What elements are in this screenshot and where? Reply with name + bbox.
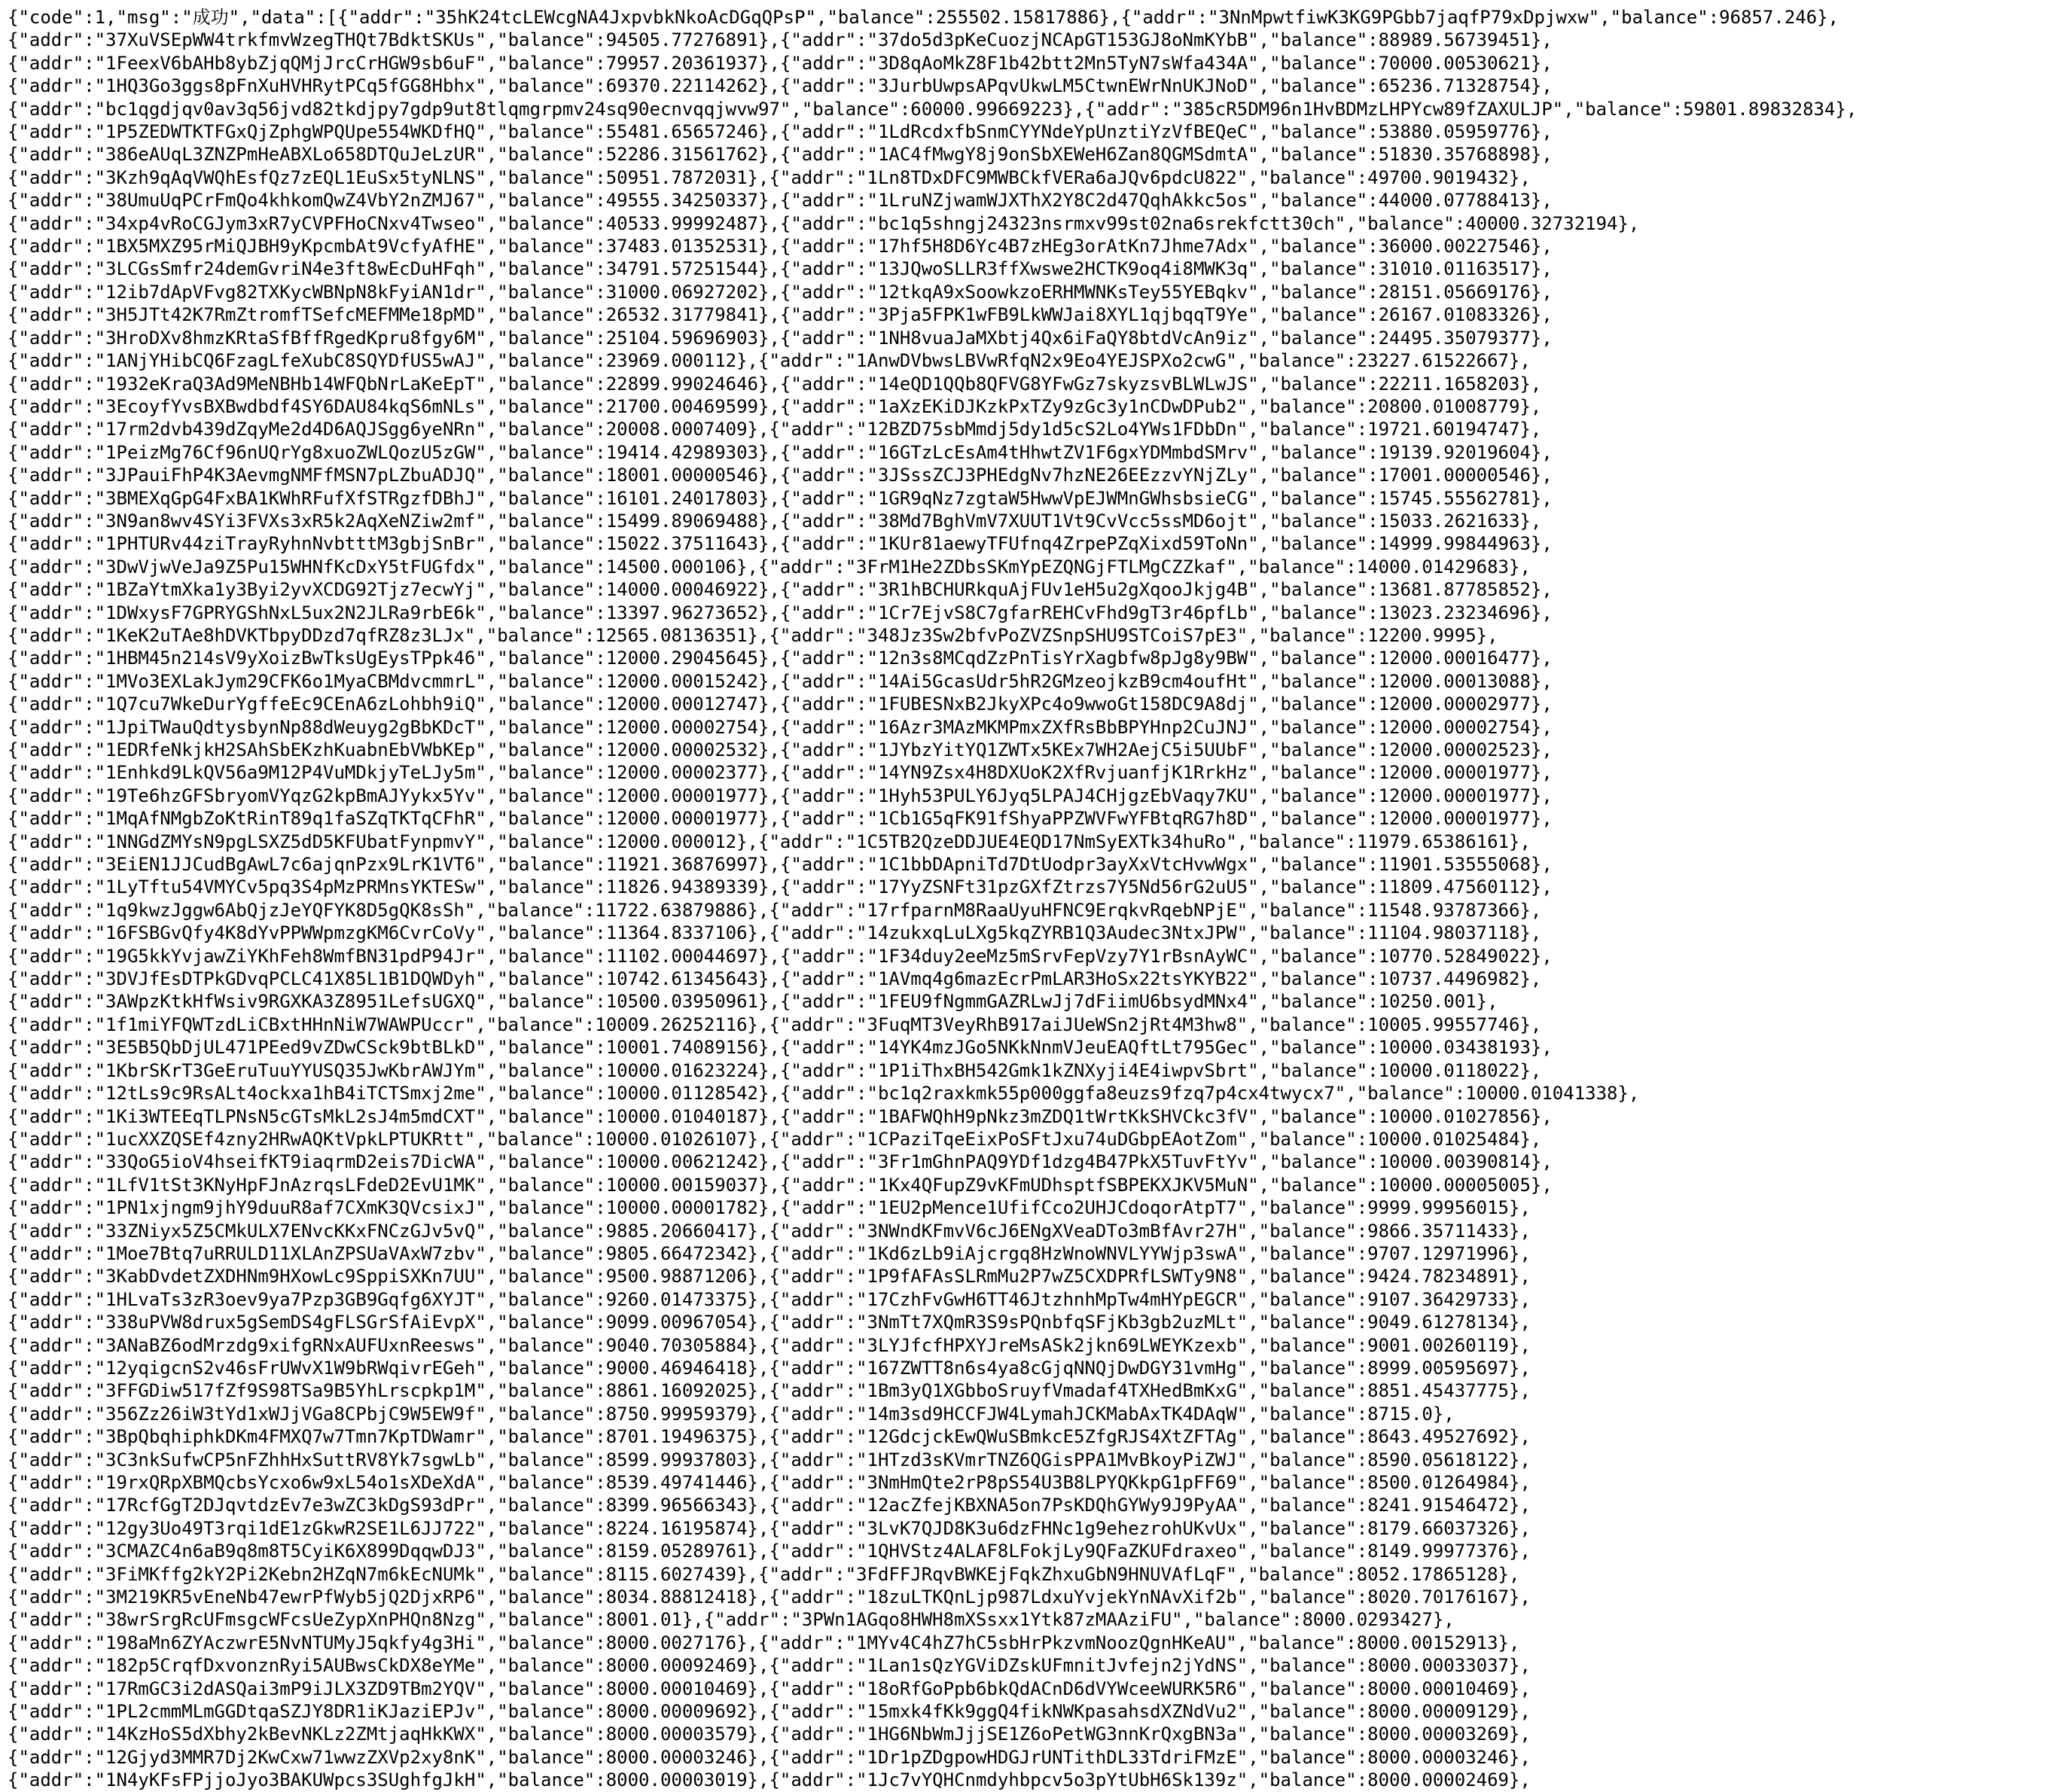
- json-text-line: {"addr":"3JPauiFhP4K3AevmgNMFfMSN7pLZbuADJQ","balance":18001.00000546},{"addr":"3JSssZCJ3PHEdgNv7hzNE26EEzzvYNjZLy","balance":17001.00000546},: [8, 465, 1553, 486]
- json-text-line: {"addr":"3H5JTt42K7RmZtromfTSefcMEFMMe18pMD","balance":26532.31779841},{"addr":"3Pja5FPK1wFB9LkWWJai8XYL1qjbqqT9Ye","balance":26167.01083326},: [8, 304, 1553, 326]
- json-text-line: {"addr":"1N4yKFsFPjjoJyo3BAKUWpcs3SUghfgJkH","balance":8000.00003019},{"addr":"1Jc7vYQHCnmdyhbpcv5o3pYtUbH6Sk139z","balance":8000.00002469},: [8, 1769, 1531, 1791]
- json-text-line: {"addr":"3FFGDiw517fZf9S98TSa9B5YhLrscpkp1M","balance":8861.16092025},{"addr":"1Bm3yQ1XGbboSruyfVmadaf4TXHedBmKxG","balance":8851.45437775},: [8, 1380, 1531, 1402]
- json-text-line: {"addr":"1Q7cu7WkeDurYgffeEc9CEnA6zLohbh9iQ","balance":12000.00012747},{"addr":"1FUBESNxB2JkyXPc4o9wwoGt158DC9A8dj","balance":12000.00002977},: [8, 693, 1553, 715]
- json-text-line: {"addr":"1LyTftu54VMYCv5pq3S4pMzPRMnsYKTESw","balance":11826.94389339},{"addr":"17YyZSNFt31pzGXfZtrzs7Y5Nd56rG2uU5","balance":11809.47560112},: [8, 876, 1553, 898]
- json-text-line: {"addr":"1FeexV6bAHb8ybZjqQMjJrcCrHGW9sb6uF","balance":79957.20361937},{"addr":"3D8qAoMkZ8F1b42btt2Mn5TyN7sWfa434A","balance":70000.00530621},: [8, 52, 1553, 74]
- json-text-line: {"addr":"1P5ZEDWTKTFGxQjZphgWPQUpe554WKDfHQ","balance":55481.65657246},{"addr":"1LdRcdxfbSnmCYYNdeYpUnztiYzVfBEQeC","balance":53880.05959776},: [8, 121, 1553, 143]
- json-text-line: {"addr":"3E5B5QbDjUL471PEed9vZDwCSck9btBLkD","balance":10001.74089156},{"addr":"14YK4mzJGo5NKkNnmVJeuEAQftLt795Gec","balance":10000.03438193},: [8, 1037, 1553, 1059]
- json-text-line: {"addr":"3FiMKffg2kY2Pi2Kebn2HZqN7m6kEcNUMk","balance":8115.6027439},{"addr":"3FdFFJRqvBWKEjFqkZhxuGbN9HNUVAfLqF","balance":8052.17865128},: [8, 1563, 1520, 1585]
- json-text-line: {"addr":"3CMAZC4n6aB9q8m8T5CyiK6X899DqqwDJ3","balance":8159.05289761},{"addr":"1QHVStz4ALAF8LFokjLy9QFaZKUFdraxeo","balance":8149.99977376},: [8, 1541, 1531, 1562]
- json-text-line: {"addr":"3KabDvdetZXDHNm9HXowLc9SppiSXKn7UU","balance":9500.98871206},{"addr":"1P9fAFAsSLRmMu2P7wZ5CXDPRfLSWTy9N8","balance":9424.78234891},: [8, 1266, 1531, 1288]
- json-text-line: {"addr":"14KzHoS5dXbhy2kBevNKLz2ZMtjaqHkKWX","balance":8000.00003579},{"addr":"1HG6NbWmJjjSE1Z6oPetWG3nnKrQxgBN3a","balance":8000.00003269},: [8, 1723, 1531, 1745]
- json-text-line: {"addr":"198aMn6ZYAczwrE5NvNTUMyJ5qkfy4g3Hi","balance":8000.0027176},{"addr":"1MYv4C4hZ7hC5sbHrPkzvmNoozQgnHKeAU","balance":8000.00152913},: [8, 1632, 1520, 1653]
- json-text-line: {"addr":"33QoG5ioV4hseifKT9iaqrmD2eis7DicWA","balance":10000.00621242},{"addr":"3Fr1mGhnPAQ9YDf1dzg4B47PkX5TuvFtYv","balance":10000.00390814},: [8, 1151, 1553, 1173]
- json-text-line: {"addr":"1DWxysF7GPRYGShNxL5ux2N2JLRa9rbE6k","balance":13397.96273652},{"addr":"1Cr7EjvS8C7gfarREHCvFhd9gT3r46pfLb","balance":13023.23234696},: [8, 602, 1553, 623]
- json-text-line: {"code":1,"msg":"成功","data":[{"addr":"35hK24tcLEWcgNA4JxpvbkNkoAcDGqQPsP","balance":255502.15817886},{"addr":"3NnMpwtfiwK3KG9PGbb7jaqfP79xDpjwxw","balance":96857.246},: [8, 7, 1839, 28]
- json-text-line: {"addr":"17rm2dvb439dZqyMe2d4D6AQJSgg6yeNRn","balance":20008.0007409},{"addr":"12BZD75sbMmdj5dy1d5cS2Lo4YWs1FDbDn","balance":19721.60194747},: [8, 419, 1542, 440]
- json-text-line: {"addr":"1Enhkd9LkQV56a9M12P4VuMDkjyTeLJy5m","balance":12000.00002377},{"addr":"14YN9Zsx4H8DXUoK2XfRvjuanfjK1RrkHz","balance":12000.00001977},: [8, 762, 1553, 784]
- json-text-line: {"addr":"1PeizMg76Cf96nUQrYg8xuoZWLQozU5zGW","balance":19414.42989303},{"addr":"16GTzLcEsAm4tHhwtZV1F6gxYDMmbdSMrv","balance":19139.92019604},: [8, 441, 1553, 463]
- json-text-line: {"addr":"12gy3Uo49T3rqi1dE1zGkwR2SE1L6JJ722","balance":8224.16195874},{"addr":"3LvK7QJD8K3u6dzFHNc1g9ehezrohUKvUx","balance":8179.66037326},: [8, 1517, 1531, 1539]
- json-text-line: {"addr":"1JpiTWauQdtysbynNp88dWeuyg2gBbKDcT","balance":12000.00002754},{"addr":"16Azr3MAzMKMPmxZXfRsBbBPYHnp2CuJNJ","balance":12000.00002754},: [8, 716, 1553, 738]
- json-text-line: {"addr":"19G5kkYvjawZiYKhFeh8WmfBN31pdP94Jr","balance":11102.00044697},{"addr":"1F34duy2eeMz5mSrvFepVzy7Y1rBsnAyWC","balance":10770.52849022},: [8, 945, 1553, 967]
- json-text-line: {"addr":"1BX5MXZ95rMiQJBH9yKpcmbAt9VcfyAfHE","balance":37483.01352531},{"addr":"17hf5H8D6Yc4B7zHEg3orAtKn7Jhme7Adx","balance":36000.00227546},: [8, 236, 1553, 258]
- json-text-line: {"addr":"3BpQbqhiphkDKm4FMXQ7w7Tmn7KpTDWamr","balance":8701.19496375},{"addr":"12GdcjckEwQWuSBmkcE5ZfgRJS4XtZFTAg","balance":8643.49527692},: [8, 1426, 1531, 1448]
- json-text-line: {"addr":"3HroDXv8hmzKRtaSfBffRgedKpru8fgy6M","balance":25104.59696903},{"addr":"1NH8vuaJaMXbtj4Qx6iFaQY8btdVcAn9iz","balance":24495.35079377},: [8, 327, 1553, 349]
- json-text-line: {"addr":"19rxQRpXBMQcbsYcxo6w9xL54o1sXDeXdA","balance":8539.49741446},{"addr":"3NmHmQte2rP8pS54U3B8LPYQKkpG1pFF69","balance":8500.01264984},: [8, 1472, 1531, 1493]
- json-text-line: {"addr":"356Zz26iW3tYd1xWJjVGa8CPbjC9W5EW9f","balance":8750.99959379},{"addr":"14m3sd9HCCFJW4LymahJCKMabAxTK4DAqW","balance":8715.0},: [8, 1403, 1455, 1425]
- json-text-line: {"addr":"16FSBGvQfy4K8dYvPPWWpmzgKM6CvrCoVy","balance":11364.8337106},{"addr":"14zukxqLuLXg5kqZYRB1Q3Audec3NtxJPW","balance":11104.98037118},: [8, 922, 1542, 944]
- json-text-line: {"addr":"3DwVjwVeJa9Z5Pu15WHNfKcDxY5tFUGfdx","balance":14500.000106},{"addr":"3FrM1He2ZDbsSKmYpEZQNGjFTLMgCZZkaf","balance":14000.01429683},: [8, 556, 1531, 578]
- json-text-line: {"addr":"3BMEXqGpG4FxBA1KWhRFufXfSTRgzfDBhJ","balance":16101.24017803},{"addr":"1GR9qNz7zgtaW5HwwVpEJWMnGWhsbsieCG","balance":15745.55562781},: [8, 487, 1553, 509]
- json-text-line: {"addr":"12yqigcnS2v46sFrUWvX1W9bRWqivrEGeh","balance":9000.46946418},{"addr":"167ZWTT8n6s4ya8cGjqNNQjDwDGY31vmHg","balance":8999.00595697},: [8, 1357, 1531, 1379]
- json-text-line: {"addr":"3AWpzKtkHfWsiv9RGXKA3Z8951LefsUGXQ","balance":10500.03950961},{"addr":"1FEU9fNgmmGAZRLwJj7dFiimU6bsydMNx4","balance":10250.001},: [8, 991, 1498, 1013]
- json-text-line: {"addr":"1PN1xjngm9jhY9duuR8af7CXmK3QVcsixJ","balance":10000.00001782},{"addr":"1EU2pMence1UfifCco2UHJCdoqorAtpT7","balance":9999.99956015},: [8, 1197, 1531, 1219]
- json-text-line: {"addr":"19Te6hzGFSbryomVYqzG2kpBmAJYykx5Yv","balance":12000.00001977},{"addr":"1Hyh53PULY6Jyq5LPAJ4CHjgzEbVaqy7KU","balance":12000.00001977},: [8, 785, 1553, 806]
- json-text-line: {"addr":"1HQ3Go3ggs8pFnXuHVHRytPCq5fGG8Hbhx","balance":69370.22114262},{"addr":"3JurbUwpsAPqvUkwLM5CtwnEWrNnUKJNoD","balance":65236.71328754},: [8, 75, 1553, 97]
- json-text-line: {"addr":"38UmuUqPCrFmQo4khkomQwZ4VbY2nZMJ67","balance":49555.34250337},{"addr":"1LruNZjwamWJXThX2Y8C2d47QqhAkkc5os","balance":44000.07788413},: [8, 190, 1553, 212]
- json-text-line: {"addr":"37XuVSEpWW4trkfmvWzegTHQt7BdktSKUs","balance":94505.77276891},{"addr":"37do5d3pKeCuozjNCApGT153GJ8oNmKYbB","balance":88989.56739451},: [8, 29, 1553, 51]
- json-text-line: {"addr":"1KbrSKrT3GeEruTuuYYUSQ35JwKbrAWJYm","balance":10000.01623224},{"addr":"1P1iThxBH542Gmk1kZNXyji4E4iwpvSbrt","balance":10000.0118022},: [8, 1059, 1542, 1081]
- json-text-line: {"addr":"1LfV1tSt3KNyHpFJnAzrqsLFdeD2EvU1MK","balance":10000.00159037},{"addr":"1Kx4QFupZ9vKFmUDhsptfSBPEKXJKV5MuN","balance":10000.00005005},: [8, 1174, 1553, 1196]
- json-text-line: {"addr":"3Kzh9qAqVWQhEsfQz7zEQL1EuSx5tyNLNS","balance":50951.7872031},{"addr":"1Ln8TDxDFC9MWBCkfVERa6aJQv6pdcU822","balance":49700.9019432},: [8, 166, 1531, 188]
- json-text-line: {"addr":"1PL2cmmMLmGGDtqaSZJY8DR1iKJaziEPJv","balance":8000.00009692},{"addr":"15mxk4fKk9ggQ4fikNWKpasahsdXZNdVu2","balance":8000.00009129},: [8, 1701, 1531, 1723]
- json-text-line: {"addr":"17RmGC3i2dASQai3mP9iJLX3ZD9TBm2YQV","balance":8000.00010469},{"addr":"18oRfGoPpb6bkQdACnD6dVYWceeWURK5R6","balance":8000.00010469},: [8, 1678, 1531, 1699]
- json-text-line: {"addr":"1f1miYFQWTzdLiCBxtHHnNiW7WAWPUccr","balance":10009.26252116},{"addr":"3FuqMT3VeyRhB917aiJUeWSn2jRt4M3hw8","balance":10005.99557746},: [8, 1013, 1542, 1035]
- json-text-line: {"addr":"1PHTURv44ziTrayRyhnNvbtttM3gbjSnBr","balance":15022.37511643},{"addr":"1KUr81aewyTFUfnq4ZrpePZqXixd59ToNn","balance":14999.99844963},: [8, 533, 1553, 555]
- json-text-line: {"addr":"386eAUqL3ZNZPmHeABXLo658DTQuJeLzUR","balance":52286.31561762},{"addr":"1AC4fMwgY8j9onSbXEWeH6Zan8QGMSdmtA","balance":51830.35768898},: [8, 144, 1553, 166]
- json-text-line: {"addr":"34xp4vRoCGJym3xR7yCVPFHoCNxv4Twseo","balance":40533.99992487},{"addr":"bc1q5shngj24323nsrmxv99st02na6srekfctt30ch","balance":40000.32732194},: [8, 212, 1640, 234]
- json-text-line: {"addr":"1Moe7Btq7uRRULD11XLAnZPSUaVAxW7zbv","balance":9805.66472342},{"addr":"1Kd6zLb9iAjcrgq8HzWnoWNVLYYWjp3swA","balance":9707.12971996},: [8, 1242, 1531, 1264]
- json-text-line: {"addr":"182p5CrqfDxvonznRyi5AUBwsCkDX8eYMe","balance":8000.00092469},{"addr":"1Lan1sQzYGViDZskUFmnitJvfejn2jYdNS","balance":8000.00033037},: [8, 1655, 1531, 1677]
- json-text-line: {"addr":"1EDRfeNkjkH2SAhSbEKzhKuabnEbVWbKEp","balance":12000.00002532},{"addr":"1JYbzYitYQ1ZWTx5KEx7WH2AejC5i5UUbF","balance":12000.00002523},: [8, 739, 1553, 760]
- json-text-line: {"addr":"3EcoyfYvsBXBwdbdf4SY6DAU84kqS6mNLs","balance":21700.00469599},{"addr":"1aXzEKiDJKzkPxTZy9zGc3y1nCDwDPub2","balance":20800.01008779},: [8, 395, 1542, 417]
- json-text-line: {"addr":"17RcfGgT2DJqvtdzEv7e3wZC3kDgS93dPr","balance":8399.96566343},{"addr":"12acZfejKBXNA5on7PsKDQhGYWy9J9PyAA","balance":8241.91546472},: [8, 1495, 1531, 1516]
- json-text-line: {"addr":"33ZNiyx5Z5CMkULX7ENvcKKxFNCzGJv5vQ","balance":9885.20660417},{"addr":"3NWndKFmvV6cJ6ENgXVeaDTo3mBfAvr27H","balance":9866.35711433},: [8, 1220, 1531, 1242]
- json-text-line: {"addr":"338uPVW8drux5gSemDS4gFLSGrSfAiEvpX","balance":9099.00967054},{"addr":"3NmTt7XQmR3S9sPQnbfqSFjKb3gb2uzMLt","balance":9049.61278134},: [8, 1312, 1531, 1333]
- json-text-line: {"addr":"3DVJfEsDTPkGDvqPCLC41X85L1B1DQWDyh","balance":10742.61345643},{"addr":"1AVmq4g6mazEcrPmLAR3HoSx22tsYKYB22","balance":10737.4496982},: [8, 968, 1542, 990]
- json-text-line: {"addr":"1HLvaTs3zR3oev9ya7Pzp3GB9Gqfg6XYJT","balance":9260.01473375},{"addr":"17CzhFvGwH6TT46JtzhnhMpTw4mHYpEGCR","balance":9107.36429733},: [8, 1288, 1531, 1310]
- json-text-line: {"addr":"3LCGsSmfr24demGvriN4e3ft8wEcDuHFqh","balance":34791.57251544},{"addr":"13JQwoSLLR3ffXwswe2HCTK9oq4i8MWK3q","balance":31010.01163517},: [8, 258, 1553, 280]
- json-text-line: {"addr":"1q9kwzJggw6AbQjzJeYQFYK8D5gQK8sSh","balance":11722.63879886},{"addr":"17rfparnM8RaaUyuHFNC9ErqkvRqebNPjE","balance":11548.93787366},: [8, 899, 1542, 921]
- json-text-line: {"addr":"1MqAfNMgbZoKtRinT89q1faSZqTKTqCFhR","balance":12000.00001977},{"addr":"1Cb1G5qFK91fShyaPPZWVFwYFBtqRG7h8D","balance":12000.00001977},: [8, 808, 1553, 830]
- json-text-line: {"addr":"1Ki3WTEEqTLPNsN5cGTsMkL2sJ4m5mdCXT","balance":10000.01040187},{"addr":"1BAFWQhH9pNkz3mZDQ1tWrtKkSHVCkc3fV","balance":10000.01027856},: [8, 1105, 1553, 1127]
- json-text-line: {"addr":"12tLs9c9RsALt4ockxa1hB4iTCTSmxj2me","balance":10000.01128542},{"addr":"bc1q2raxkmk55p000ggfa8euzs9fzq7p4cx4twycx7","balance":10000.01041338},: [8, 1083, 1640, 1105]
- json-text-line: {"addr":"3ANaBZ6odMrzdg9xifgRNxAUFUxnReesws","balance":9040.70305884},{"addr":"3LYJfcfHPXYJreMsASk2jkn69LWEYKzexb","balance":9001.00260119},: [8, 1334, 1531, 1356]
- json-text-line: {"addr":"12Gjyd3MMR7Dj2KwCxw71wwzZXVp2xy8nK","balance":8000.00003246},{"addr":"1Dr1pZDgpowHDGJrUNTithDL33TdriFMzE","balance":8000.00003246},: [8, 1746, 1531, 1768]
- json-text-line: {"addr":"1KeK2uTAe8hDVKTbpyDDzd7qfRZ8z3LJx","balance":12565.08136351},{"addr":"348Jz3Sw2bfvPoZVZSnpSHU9STCoiS7pE3","balance":12200.9995},: [8, 624, 1498, 646]
- json-text-line: {"addr":"1ANjYHibCQ6FzagLfeXubC8SQYDfUS5wAJ","balance":23969.000112},{"addr":"1AnwDVbwsLBVwRfqN2x9Eo4YEJSPXo2cwG","balance":23227.61522667},: [8, 350, 1531, 372]
- json-text-line: {"addr":"1NNGdZMYsN9pgLSXZ5dD5KFUbatFynpmvY","balance":12000.000012},{"addr":"1C5TB2QzeDDJUE4EQD17NmSyEXTk34huRo","balance":11979.65386161},: [8, 830, 1531, 852]
- json-text-line: {"addr":"3EiEN1JJCudBgAwL7c6ajqnPzx9LrK1VT6","balance":11921.36876997},{"addr":"1C1bbDApniTd7DtUodpr3ayXxVtcHvwWgx","balance":11901.53555068},: [8, 854, 1553, 876]
- json-text-line: {"addr":"3C3nkSufwCP5nFZhhHxSuttRV8Yk7sgwLb","balance":8599.99937803},{"addr":"1HTzd3sKVmrTNZ6QGisPPA1MvBkoyPiZWJ","balance":8590.05618122},: [8, 1449, 1531, 1470]
- json-text-line: {"addr":"bc1qgdjqv0av3q56jvd82tkdjpy7gdp9ut8tlqmgrpmv24sq90ecnvqqjwvw97","balance":60000.99669223},{"addr":"385cR5DM96n1HvBDMzLHPYcw89fZAXULJP","balance":59801.89832834},: [8, 98, 1858, 120]
- json-text-line: {"addr":"1932eKraQ3Ad9MeNBHb14WFQbNrLaKeEpT","balance":22899.99024646},{"addr":"14eQD1QQb8QFVG8YFwGz7skyzsvBLWLwJS","balance":22211.1658203},: [8, 373, 1542, 395]
- json-text-line: {"addr":"38wrSrgRcUFmsgcWFcsUeZypXnPHQn8Nzg","balance":8001.01},{"addr":"3PWn1AGqo8HWH8mXSsxx1Ytk87zMAAziFU","balance":8000.0293427},: [8, 1609, 1455, 1631]
- json-text-line: {"addr":"1HBM45n214sV9yXoizBwTksUgEysTPpk46","balance":12000.29045645},{"addr":"12n3s8MCqdZzPnTisYrXagbfw8pJg8y9BW","balance":12000.00016477},: [8, 648, 1553, 669]
- json-text-line: {"addr":"1ucXXZQSEf4zny2HRwAQKtVpkLPTUKRtt","balance":10000.01026107},{"addr":"1CPaziTqeEixPoSFtJxu74uDGbpEAotZom","balance":10000.01025484},: [8, 1128, 1542, 1150]
- json-text-line: {"addr":"3N9an8wv4SYi3FVXs3xR5k2AqXeNZiw2mf","balance":15499.89069488},{"addr":"38Md7BghVmV7XUUT1Vt9CvVcc5ssMD6ojt","balance":15033.2621633},: [8, 510, 1542, 532]
- json-text-line: {"addr":"3M219KR5vEneNb47ewrPfWyb5jQ2DjxRP6","balance":8034.88812418},{"addr":"18zuLTKQnLjp987LdxuYvjekYnNAvXif2b","balance":8020.70176167},: [8, 1586, 1531, 1608]
- json-text-line: {"addr":"12ib7dApVFvg82TXKycWBNpN8kFyiAN1dr","balance":31000.06927202},{"addr":"12tkqA9xSoowkzoERHMWNKsTey55YEBqkv","balance":28151.05669176},: [8, 281, 1553, 303]
- json-text-line: {"addr":"1MVo3EXLakJym29CFK6o1MyaCBMdvcmmrL","balance":12000.00015242},{"addr":"14Ai5GcasUdr5hR2GMzeojkzB9cm4oufHt","balance":12000.00013088},: [8, 670, 1553, 692]
- json-text-line: {"addr":"1BZaYtmXka1y3Byi2yvXCDG92Tjz7ecwYj","balance":14000.00046922},{"addr":"3R1hBCHURkquAjFUv1eH5u2gXqooJkjg4B","balance":13681.87785852},: [8, 579, 1553, 601]
